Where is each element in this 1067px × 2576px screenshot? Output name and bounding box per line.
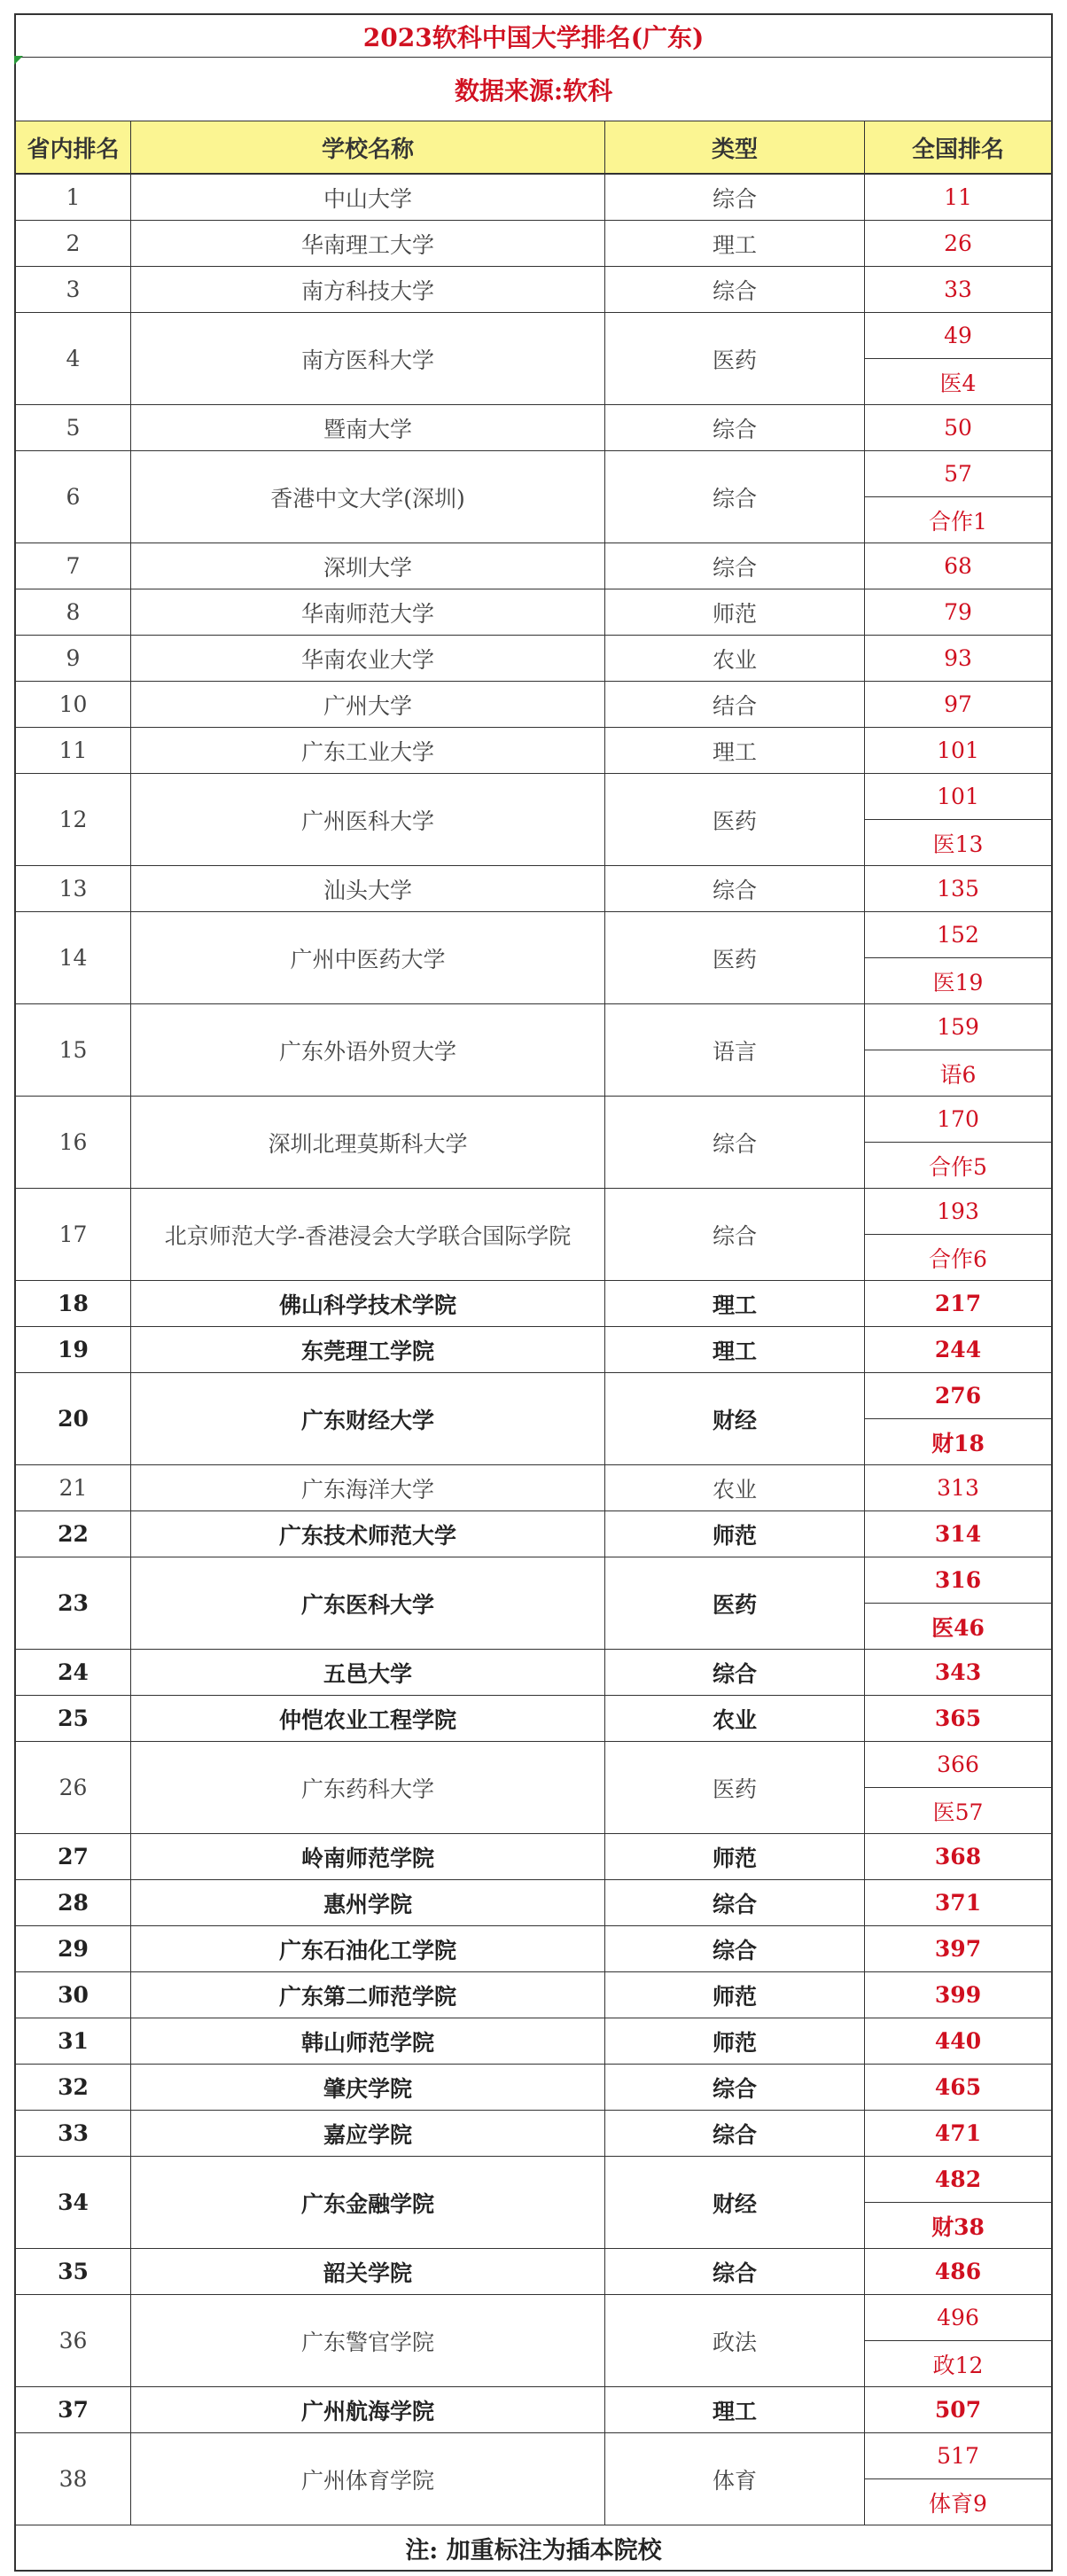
province-rank-cell: 28 [16,1880,131,1925]
school-name-cell: 仲恺农业工程学院 [131,1696,605,1741]
table-row [16,912,1051,1004]
table-row [16,589,1051,636]
national-rank-cell [865,2018,1051,2064]
national-rank-cell [865,1511,1051,1557]
table-row [16,728,1051,774]
school-name-cell: 香港中文大学(深圳) [131,451,605,543]
school-name-cell: 广州大学 [131,682,605,727]
national-rank-cell [865,175,1051,220]
type-cell: 综合 [605,451,865,543]
type-cell: 语言 [605,1004,865,1096]
table-row [16,1373,1051,1465]
province-rank-cell: 21 [16,1465,131,1510]
province-rank-cell: 35 [16,2249,131,2294]
province-rank-cell: 34 [16,2157,131,2248]
type-cell: 综合 [605,1880,865,1925]
province-rank-cell: 2 [16,221,131,266]
national-rank-value: 26 [944,230,972,256]
type-cell: 综合 [605,267,865,312]
type-cell: 医药 [605,1557,865,1649]
national-rank-cell [865,1281,1051,1326]
province-rank-cell: 7 [16,543,131,589]
school-name-cell: 五邑大学 [131,1650,605,1695]
header-school-name: 学校名称 [131,121,605,173]
school-name-cell: 惠州学院 [131,1880,605,1925]
school-name-cell: 韶关学院 [131,2249,605,2294]
type-cell: 综合 [605,1926,865,1971]
table-row [16,2018,1051,2065]
school-name-cell: 广东警官学院 [131,2295,605,2386]
province-rank-cell: 25 [16,1696,131,1741]
school-name-cell: 广州体育学院 [131,2433,605,2525]
table-row [16,1880,1051,1926]
province-rank-cell: 15 [16,1004,131,1096]
national-rank-cell [865,1880,1051,1925]
province-rank-cell: 4 [16,313,131,404]
national-rank-value: 101 [937,784,979,809]
province-rank-cell: 20 [16,1373,131,1464]
national-rank-value: 244 [934,1337,982,1362]
province-rank-cell: 31 [16,2018,131,2064]
table-row [16,2433,1051,2525]
province-rank-cell: 37 [16,2387,131,2432]
school-name-cell: 嘉应学院 [131,2111,605,2156]
province-rank-cell: 16 [16,1097,131,1188]
national-rank-value: 517 [937,2443,979,2469]
type-cell: 农业 [605,1696,865,1741]
table-row [16,451,1051,543]
type-cell: 师范 [605,1834,865,1879]
school-name-cell: 广东医科大学 [131,1557,605,1649]
school-name-cell: 暨南大学 [131,405,605,450]
province-rank-cell: 29 [16,1926,131,1971]
school-name-cell: 广东金融学院 [131,2157,605,2248]
national-rank-cell [865,1557,1051,1649]
national-rank-cell [865,636,1051,681]
type-cell: 政法 [605,2295,865,2386]
school-name-cell: 广东财经大学 [131,1373,605,1464]
school-name-cell: 南方医科大学 [131,313,605,404]
national-rank-cell [865,1373,1051,1464]
category-rank-value: 合作5 [865,1142,1051,1188]
type-cell: 医药 [605,774,865,865]
school-name-cell: 中山大学 [131,175,605,220]
school-name-cell: 佛山科学技术学院 [131,1281,605,1326]
table-row [16,267,1051,313]
type-cell: 医药 [605,313,865,404]
table-row [16,1097,1051,1189]
province-rank-cell: 36 [16,2295,131,2386]
national-rank-cell [865,313,1051,404]
category-rank-value: 财18 [865,1418,1051,1464]
national-rank-cell [865,589,1051,635]
national-rank-value: 170 [937,1106,979,1132]
province-rank-cell: 8 [16,589,131,635]
school-name-cell: 韩山师范学院 [131,2018,605,2064]
national-rank-value: 193 [937,1198,979,1224]
national-rank-value: 371 [934,1890,982,1916]
province-rank-cell: 11 [16,728,131,773]
type-cell: 综合 [605,175,865,220]
national-rank-value: 217 [934,1291,982,1316]
national-rank-cell [865,1465,1051,1510]
national-rank-cell [865,1696,1051,1741]
national-rank-cell [865,2433,1051,2525]
province-rank-cell: 30 [16,1972,131,2018]
category-rank-value: 政12 [865,2340,1051,2386]
national-rank-cell [865,543,1051,589]
table-row [16,1742,1051,1834]
school-name-cell: 广州中医药大学 [131,912,605,1003]
type-cell: 综合 [605,2111,865,2156]
province-rank-cell: 6 [16,451,131,543]
national-rank-cell [865,1327,1051,1372]
national-rank-cell [865,2157,1051,2248]
school-name-cell: 南方科技大学 [131,267,605,312]
table-row [16,2111,1051,2157]
table-row [16,2249,1051,2295]
school-name-cell: 华南理工大学 [131,221,605,266]
table-row [16,1327,1051,1373]
national-rank-value: 57 [944,461,972,487]
school-name-cell: 广东石油化工学院 [131,1926,605,1971]
category-rank-value: 医57 [865,1787,1051,1833]
data-source-label: 数据来源:软科 [454,75,613,105]
national-rank-cell [865,1189,1051,1280]
national-rank-cell [865,451,1051,543]
school-name-cell: 东莞理工学院 [131,1327,605,1372]
national-rank-value: 33 [944,277,972,302]
province-rank-cell: 32 [16,2065,131,2110]
national-rank-value: 135 [937,876,979,902]
national-rank-cell [865,866,1051,911]
national-rank-value: 316 [934,1567,982,1593]
table-row [16,774,1051,866]
national-rank-cell [865,221,1051,266]
type-cell: 综合 [605,1189,865,1280]
province-rank-cell: 26 [16,1742,131,1833]
type-cell: 综合 [605,2249,865,2294]
school-name-cell: 广东技术师范大学 [131,1511,605,1557]
table-row [16,1834,1051,1880]
province-rank-cell: 22 [16,1511,131,1557]
type-cell: 财经 [605,2157,865,2248]
national-rank-value: 482 [934,2166,982,2192]
table-row [16,1004,1051,1097]
table-row [16,1972,1051,2018]
school-name-cell: 广州医科大学 [131,774,605,865]
national-rank-value: 365 [934,1706,982,1731]
national-rank-value: 68 [944,553,972,579]
table-row [16,313,1051,405]
national-rank-value: 152 [937,922,979,948]
category-rank-value: 语6 [865,1050,1051,1096]
national-rank-cell [865,267,1051,312]
table-row [16,682,1051,728]
category-rank-value: 医13 [865,819,1051,865]
national-rank-value: 313 [937,1475,979,1501]
table-footnote: 注: 加重标注为插本院校 [14,2525,1053,2572]
type-cell: 综合 [605,866,865,911]
national-rank-cell [865,1972,1051,2018]
type-cell: 师范 [605,1511,865,1557]
school-name-cell: 深圳北理莫斯科大学 [131,1097,605,1188]
type-cell: 农业 [605,1465,865,1510]
national-rank-value: 397 [934,1936,982,1962]
school-name-cell: 华南农业大学 [131,636,605,681]
table-row [16,1557,1051,1650]
province-rank-cell: 5 [16,405,131,450]
header-type: 类型 [605,121,865,173]
province-rank-cell: 14 [16,912,131,1003]
national-rank-value: 314 [934,1521,982,1547]
category-rank-value: 医19 [865,957,1051,1003]
national-rank-cell [865,912,1051,1003]
type-cell: 医药 [605,912,865,1003]
table-header [14,121,1053,175]
category-rank-value: 财38 [865,2202,1051,2248]
national-rank-value: 101 [937,738,979,763]
table-row [16,221,1051,267]
national-rank-value: 368 [934,1844,982,1870]
national-rank-value: 159 [937,1014,979,1040]
category-rank-value: 合作6 [865,1234,1051,1280]
school-name-cell: 北京师范大学-香港浸会大学联合国际学院 [131,1189,605,1280]
table-row [16,1511,1051,1557]
national-rank-cell [865,682,1051,727]
school-name-cell: 肇庆学院 [131,2065,605,2110]
school-name-cell: 广州航海学院 [131,2387,605,2432]
national-rank-cell [865,1004,1051,1096]
type-cell: 体育 [605,2433,865,2525]
category-rank-value: 体育9 [865,2478,1051,2525]
type-cell: 综合 [605,2065,865,2110]
table-row [16,1281,1051,1327]
province-rank-cell: 27 [16,1834,131,1879]
national-rank-cell [865,2249,1051,2294]
province-rank-cell: 10 [16,682,131,727]
type-cell: 农业 [605,636,865,681]
table-row [16,2387,1051,2433]
table-row [16,175,1051,221]
header-national-rank: 全国排名 [911,136,1004,163]
type-cell: 理工 [605,1327,865,1372]
province-rank-cell: 19 [16,1327,131,1372]
type-cell: 理工 [605,221,865,266]
table-row [16,1189,1051,1281]
category-rank-value: 医46 [865,1603,1051,1649]
province-rank-cell: 9 [16,636,131,681]
national-rank-cell [865,1926,1051,1971]
type-cell: 综合 [605,405,865,450]
school-name-cell: 广东外语外贸大学 [131,1004,605,1096]
table-row [16,866,1051,912]
header-province-rank: 省内排名 [16,121,131,173]
national-rank-cell [865,2387,1051,2432]
table-row [16,2295,1051,2387]
province-rank-cell: 38 [16,2433,131,2525]
type-cell: 理工 [605,1281,865,1326]
national-rank-cell [865,728,1051,773]
national-rank-value: 496 [937,2305,979,2330]
table-row [16,1696,1051,1742]
table-row [16,2065,1051,2111]
national-rank-value: 471 [934,2120,982,2146]
type-cell: 理工 [605,2387,865,2432]
type-cell: 综合 [605,543,865,589]
province-rank-cell: 13 [16,866,131,911]
national-rank-value: 49 [944,323,972,348]
type-cell: 师范 [605,1972,865,2018]
table-body [14,175,1053,2525]
province-rank-cell: 24 [16,1650,131,1695]
school-name-cell: 广东工业大学 [131,728,605,773]
national-rank-value: 79 [944,599,972,625]
table-title: 2023软科中国大学排名(广东) [14,13,1053,58]
national-rank-value: 366 [937,1752,979,1777]
national-rank-value: 11 [944,184,972,210]
school-name-cell: 广东海洋大学 [131,1465,605,1510]
type-cell: 理工 [605,728,865,773]
school-name-cell: 广东第二师范学院 [131,1972,605,2018]
province-rank-cell: 3 [16,267,131,312]
table-row [16,405,1051,451]
province-rank-cell: 18 [16,1281,131,1326]
data-source-row [14,58,1053,121]
school-name-cell: 深圳大学 [131,543,605,589]
national-rank-value: 343 [934,1659,982,1685]
type-cell: 医药 [605,1742,865,1833]
type-cell: 结合 [605,682,865,727]
province-rank-cell: 1 [16,175,131,220]
school-name-cell: 岭南师范学院 [131,1834,605,1879]
category-rank-value: 合作1 [865,496,1051,543]
type-cell: 财经 [605,1373,865,1464]
national-rank-value: 276 [934,1383,982,1409]
province-rank-cell: 33 [16,2111,131,2156]
school-name-cell: 广东药科大学 [131,1742,605,1833]
province-rank-cell: 12 [16,774,131,865]
type-cell: 综合 [605,1097,865,1188]
ranking-table [14,13,1053,2572]
national-rank-value: 440 [934,2028,982,2054]
national-rank-value: 399 [934,1982,982,2008]
table-row [16,543,1051,589]
national-rank-value: 93 [944,645,972,671]
national-rank-cell [865,1650,1051,1695]
school-name-cell: 汕头大学 [131,866,605,911]
national-rank-cell [865,2295,1051,2386]
table-row [16,636,1051,682]
type-cell: 综合 [605,1650,865,1695]
type-cell: 师范 [605,589,865,635]
national-rank-value: 465 [934,2074,982,2100]
national-rank-cell [865,1742,1051,1833]
national-rank-cell [865,2111,1051,2156]
table-row [16,1650,1051,1696]
table-row [16,1926,1051,1972]
national-rank-cell [865,1834,1051,1879]
province-rank-cell: 23 [16,1557,131,1649]
category-rank-value: 医4 [865,358,1051,404]
national-rank-cell [865,405,1051,450]
type-cell: 师范 [605,2018,865,2064]
cell-comment-marker-icon [14,56,23,65]
national-rank-value: 507 [934,2397,982,2423]
national-rank-cell [865,2065,1051,2110]
province-rank-cell: 17 [16,1189,131,1280]
table-row [16,2157,1051,2249]
national-rank-cell [865,1097,1051,1188]
national-rank-cell [865,774,1051,865]
national-rank-value: 50 [944,415,972,441]
national-rank-value: 97 [944,691,972,717]
school-name-cell: 华南师范大学 [131,589,605,635]
national-rank-value: 486 [934,2259,982,2284]
table-row [16,1465,1051,1511]
